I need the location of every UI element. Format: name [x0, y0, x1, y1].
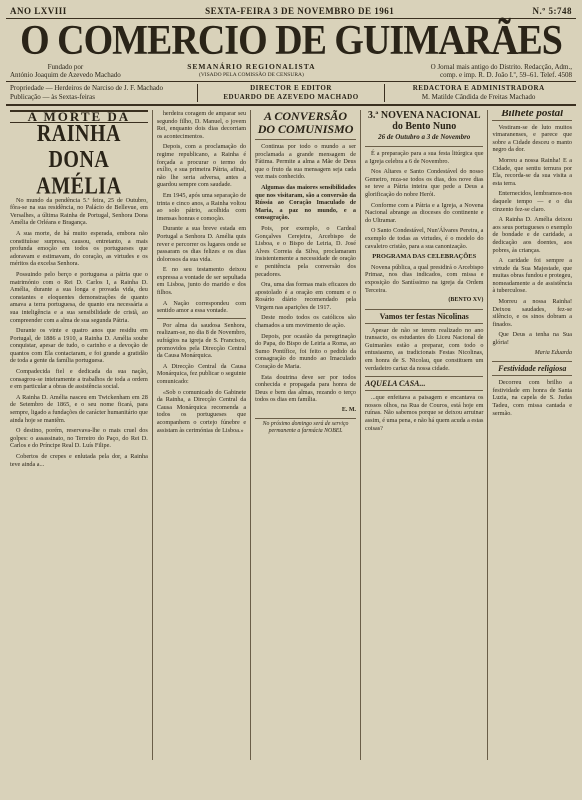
article-paragraph: Conforme com a Pátria e a Igreja, a Novena Nacional abrange as dioceses do continente e do Ultramar.	[365, 201, 484, 224]
article-paragraph: Deste modo todos os católicos são chamados a um movimento de ação.	[255, 314, 357, 330]
article-paragraph: Nos Altares e Santo Condestável do nosso Gemeiro, reza-se todos os dias, dos nove dias se teve a Pátria inteira que pede a Deus a glorificação do nobre Herói.	[365, 168, 484, 198]
director-block	[197, 84, 385, 102]
admin-name: M. Matilde Cândida de Freitas Machado	[421, 93, 536, 101]
article-paragraph: É a preparação para a sua festa litúrgica que a Igreja celebra a 6 de Novembro.	[365, 150, 484, 165]
article-paragraph: Novena pública, a qual presidirá o Arcebispo Primaz, nos dias indicados, com missa e exposição do Santíssimo na igreja da Ordem Terceira.	[365, 263, 484, 294]
article-paragraph: A sua morte, de há muito esperada, embora não constituísse surpresa, causou, entretanto, a mais profunda emoção em todos os portugueses que adoravam e estimavam, do coração, as virtudes e os méritos da excelsa Senhora.	[10, 229, 148, 268]
owner-block	[10, 84, 197, 102]
year-label: ANO LXVIII	[10, 6, 67, 16]
novena-dates: 26 de Outubro a 3 de Novembro	[378, 133, 471, 141]
admin-label: REDACTORA E ADMINISTRADORA	[412, 84, 545, 92]
festividade-headline: Festividade religiosa	[492, 361, 572, 376]
article-paragraph: Algumas das maiores sensibilidades que nos visitaram, são a conversão da Rússia ao Coração Imaculado de Maria, a paz no mundo, e a consagração.	[255, 183, 357, 222]
address-block	[382, 63, 572, 79]
article-paragraph: Pois, por exemplo, o Cardeal Gonçalves Cerejeira, Arcebispo de Lisboa, e o Bispo de Leiria, D. José Alves Correia da Silva, proclamaram insistentemente a necessidade de oração e penitência pela conversão dos pecadores.	[255, 224, 357, 278]
founder-block	[10, 63, 121, 79]
death-banner: A MORTE DA	[10, 110, 148, 123]
article-paragraph: Vestiram-se de luto muitos vimaranenses, e parece que sobre a Cidade desceu o manto negro da dor.	[492, 123, 573, 154]
periodical-type: SEMANÁRIO REGIONALISTA	[187, 62, 316, 71]
owners-line: Propriedade — Herdeiros de Narciso de J. F. Machado	[10, 84, 164, 92]
article-paragraph: A Rainha D. Amélia deixou aos seus portugueses o exemplo de bondade e de caridade, a dedicação aos doentes, aos pobres, às crianças.	[492, 216, 573, 254]
staff-line	[6, 82, 576, 106]
oldest-note: O Jornal mais antigo do Distrito. Redacção, Adm.,	[430, 63, 572, 71]
article-paragraph: Compadecida fiel e dedicada da sua nação, consagrou-se inteiramente a trabalhos de toda a ordem e em particular a obras de assistência social.	[10, 368, 148, 391]
pharmacy-note: No próximo domingo será de serviço permanente a farmácia NOBEL	[255, 418, 356, 436]
column-4	[360, 110, 487, 760]
director-name: EDUARDO DE AZEVEDO MACHADO	[223, 93, 359, 101]
founder-name: António Joaquim de Azevedo Machado	[10, 71, 121, 79]
article-paragraph: Depois, com a proclamação do regime republicano, a Rainha é forçada a procurar o termo do exílio, e sua primeira Pátria, afinal, não lhe seria adversa, antes a guardou sempre com saudade.	[156, 143, 247, 189]
censor-note: (VISADO PELA COMISSÃO DE CENSURA)	[198, 72, 304, 78]
article-paragraph: A Nação correspondeu com sentido amor a essa vontade.	[156, 299, 247, 315]
address-line: comp. e imp. R. D. João I.º, 59–61. Telef. 4508	[439, 71, 572, 79]
article-paragraph: Apesar de não se terem realizado no ano transacto, os estudantes do Liceu Nacional de Guimarães estão a preparar, com todo o entusiasmo, as tradicionais Festas Nicolinas, em honra de S. Nicolau, que constituem um verdadeiro cartaz da nossa cidade.	[365, 326, 484, 372]
publication-line: Publicação — às Sextas-feiras	[10, 93, 95, 101]
column-2	[152, 110, 250, 760]
article-paragraph: Ora, uma das formas mais eficazes do apostolado é a oração em comum e o Rosário diário recomendado pela Virgem nas aparições de 1917.	[255, 281, 357, 311]
article-paragraph: A Rainha D. Amélia nasceu em Twickenham em 28 de Setembro de 1865, e o seu nome ficará, para sempre, ligado a fundações de carácter humanitário que ainda hoje se mantêm.	[10, 393, 148, 424]
article-paragraph: Morreu a nossa Rainha! E a Cidade, que sentiu ternura por Ela, recorda-se da sua visita a esta terra.	[492, 156, 573, 187]
date-label: SEXTA-FEIRA 3 DE NOVEMBRO DE 1961	[205, 6, 395, 16]
article-paragraph: ...que enfeitava a paisagem e encantava os nossos olhos, na Rua de Couros, está hoje em ruínas. Não sabemos porque se deixou arruinar assim, é uma pena, e não há quem acuda a estas coisas?	[365, 394, 484, 432]
article-signature: (BENTO XV)	[448, 297, 484, 304]
article-paragraph: «Sob o comunicado do Gabinete da Rainha, a Direcção Central da Causa Monárquica recomenda a todos os portugueses que acompanhem o cortejo fúnebre e assistam às cerimónias de Lisboa.»	[156, 388, 247, 434]
periodical-block	[187, 63, 315, 79]
admin-block	[384, 84, 572, 102]
article-paragraph: O destino, porém, reservava-lhe o mais cruel dos golpes: o assassinato, no Terreiro do Paço, do Rei D. Carlos e do Príncipe Real D. Luís Filipe.	[10, 427, 148, 450]
newspaper-page	[6, 6, 576, 794]
article-paragraph: Em 1945, após uma separação de trinta e cinco anos, a Rainha voltou ao solo pátrio, acolhida com imensas honras e comoção.	[156, 191, 247, 222]
article-paragraph: Por alma da saudosa Senhora, realizam-se, no dia 8 de Novembro, sufrágios na igreja de S. Francisco, promovidos pela Direcção Central da Causa Monárquica.	[157, 318, 246, 360]
article-paragraph: Durante os vinte e quatro anos que residiu em Portugal, de 1886 a 1910, a Rainha D. Amélia soube conquistar, apesar de tudo, o carinho e a devoção de quantos com Ela contactaram, e foi grande a gratidão de toda a gente da família portuguesa.	[10, 327, 148, 365]
subhead	[6, 61, 576, 82]
program-heading: PROGRAMA DAS CELEBRAÇÕES	[372, 253, 477, 261]
casa-headline: AQUELA CASA...	[365, 376, 483, 391]
article-paragraph: Esta doutrina deve ser por todos conhecida e propagada para honra de Deus e bem das almas, rezando o terço todos os dias em família.	[255, 373, 357, 404]
article-paragraph: Morreu a nossa Rainha! Deixou saudades, fez-se silêncio, e os sinos dobram a finados.	[492, 298, 573, 328]
article-paragraph: Possuindo pelo berço e portuguesa a pátria que o matrimónio com o Rei D. Carlos I, a Rainha D. Amélia, durante a sua longa e provada vida, deu constantes e eloquentes demonstrações de quanto amava a terra portuguesa, de quanto era necessária a sua inteligência e a sua sensibilidade de cristã, ao compreender com a alma de sua segunda Pátria.	[10, 270, 148, 324]
article-paragraph: E no seu testamento deixou expressa a vontade de ser sepultada em Lisboa, junto do marido e dos filhos.	[156, 266, 247, 297]
issue-number: N.º 5:748	[532, 6, 572, 16]
masthead-title: O COMERCIO DE GUIMARÃES	[20, 17, 562, 65]
article-paragraph: Que Deus a tenha na Sua glória!	[492, 331, 573, 347]
article-paragraph: A Direcção Central da Causa Monárquica, fez publicar o seguinte comunicado:	[156, 362, 247, 385]
nicolinas-headline: Vamos ter festas Nicolinas	[365, 309, 483, 324]
article-paragraph: Durante a sua breve estada em Portugal a Senhora D. Amélia quis rever e percorrer os lugares onde se passaram os dias felizes e os dias dolorosos da sua vida.	[156, 225, 247, 263]
column-3	[250, 110, 360, 760]
column-1	[6, 110, 152, 760]
article-paragraph: Continua por todo o mundo a ser proclamada a grande mensagem de Fátima. Permite a alma a Mãe de Deus que o fruto da sua mensagem seja cada vez mais conhecido.	[255, 143, 357, 181]
article-paragraph: herdeira coragem de amparar seu segundo filho, D. Manuel, o jovem Rei, enquanto dois dias decorriam os acontecimentos.	[156, 110, 247, 140]
novena-title: 3.ª NOVENA NACIONAL do Bento Nuno	[367, 110, 481, 132]
novena-headline	[365, 110, 483, 147]
conversion-headline	[255, 110, 356, 140]
article-paragraph: Cobertos de crepes e enlutada pela dor, a Rainha teve ainda a...	[10, 453, 148, 468]
article-paragraph: A caridade foi sempre a virtude da Sua Majestade, que muitas obras fundou e protegeu, nomeadamente a de assistência à tuberculose.	[492, 257, 573, 295]
postal-headline: Bilhete postal	[492, 110, 572, 121]
headline-line-2: DO COMUNISMO	[257, 122, 354, 136]
article-paragraph: No mundo da pendência 5.ª feira, 25 de Outubro, fôra-se na sua residência, no Palácio de Bellevue, em Versalhes, a última Rainha de Portugal, Senhora Dona Amélia de Orléans e Bragança.	[10, 196, 148, 227]
article-signature: E. M.	[341, 407, 357, 413]
headline-line-1: A CONVERSÃO	[264, 110, 348, 123]
article-paragraph: Depois, por ocasião da peregrinação do Papa, do Bispo de Leiria a Roma, ao Sumo Pontífice, foi feito o pedido da consagração do mundo ao Imaculado Coração de Maria.	[255, 332, 357, 371]
columns	[6, 110, 576, 760]
article-paragraph: Enternecidos, lembramos-nos daquele tempo — e o dia cinzento fez-se claro.	[492, 190, 573, 213]
article-paragraph: O Santo Condestável, Nun'Álvares Pereira, a exemplo de todas as virtudes, é o modelo do cavaleiro cristão, para a sua canonização.	[365, 227, 484, 250]
founded-label: Fundado por	[47, 63, 84, 71]
article-signature: Maria Eduarda	[534, 349, 573, 356]
article-paragraph: Decorreu com brilho a festividade em honra de Santa Luzia, na capela de S. Judas Tadeu, com missa cantada e sermão.	[492, 379, 573, 417]
death-headline: RAINHA DONA AMÉLIA	[36, 119, 122, 200]
column-5	[487, 110, 576, 760]
director-label: DIRECTOR E EDITOR	[250, 84, 332, 92]
